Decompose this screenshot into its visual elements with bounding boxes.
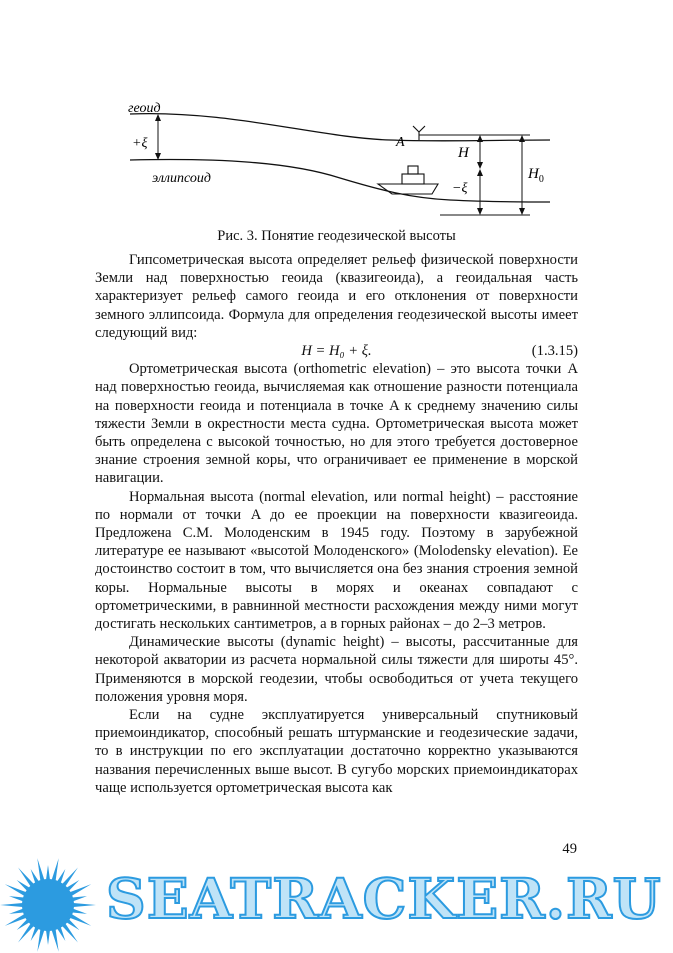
watermark-text: SEATRACKER.RU	[106, 866, 662, 931]
label-plus-xi: +ξ	[132, 136, 148, 151]
paragraph-hypsometric: Гипсометрическая высота определяет рельеф физической поверхности Земли над поверхностью геоида (квазигеоида), а геоидальная часть характеризует рельеф самого геоида и его отклонения от поверхности земного эллипсоида. Формула для определения геодезической высоты имеет следующий вид:	[95, 252, 578, 341]
sun-ray	[9, 908, 25, 914]
sun-ray	[46, 929, 50, 945]
paragraph-dynamic: Динамические высоты (dynamic height) – высоты, рассчитанные для некоторой акватории из расчета нормальной силы тяжести для широты 45°. Применяются в морской геодезии, чтобы освободиться от учета текущего положения уровня моря.	[95, 634, 578, 705]
figure-diagram	[110, 90, 570, 225]
sun-ray	[46, 865, 50, 881]
label-h0: $H_0$	[528, 166, 544, 185]
sun-ray	[61, 922, 78, 942]
label-point-a: A	[396, 135, 405, 150]
sun-ray	[18, 922, 35, 942]
ship-cabin	[402, 174, 424, 184]
label-minus-xi: −ξ	[452, 181, 468, 196]
sun-ray	[51, 858, 58, 882]
paragraph-receiver: Если на судне эксплуатируется универсальный спутниковый приемоиндикатор, способный решать штурманские и геодезические задачи, то в инструкции по его эксплуатации достаточно корректно указываются названия перечисленных выше высот. В сугубо морских приемоиндикаторах чаще используется ортометрическая высота как	[95, 707, 578, 796]
sun-ray	[71, 896, 87, 902]
sun-ray	[0, 903, 24, 907]
figure-caption: Рис. 3. Понятие геодезической высоты	[217, 228, 456, 244]
sun-ray	[37, 858, 44, 882]
page-number: 49	[562, 841, 577, 857]
label-ellipsoid: эллипсоид	[152, 171, 211, 186]
geodetic-height-figure	[110, 90, 570, 225]
sun-ray	[9, 896, 25, 902]
sun-ray	[61, 867, 78, 887]
paragraph-orthometric: Ортометрическая высота (orthometric elevation) – это высота точки A над поверхностью геоида, вычисляемая как отношение разности потенциала на поверхности геоида и потенциала в точке A к среднему значению силы тяжести Земли в окрестности места судна. Ортометрическая высота может быть определена с высокой точностью, но для этого требуется достоверное знание строения земной коры, что ограничивает ее применение в морской навигации.	[95, 361, 578, 487]
sun-ray	[18, 867, 35, 887]
ship-bridge	[408, 166, 418, 174]
sun-ray	[37, 928, 44, 952]
paragraph-normal: Нормальная высота (normal elevation, или normal height) – расстояние по нормали от точки A до ее проекции на поверхности квазигеоида. Предложена С.М. Молоденским в 1945 году. Поэтому в зарубежной литературе ее называют «высотой Молоденского» (Molodensky elevation). Ее достоинство состоит в том, что вычисляется она без знания строения земной коры. Нормальные высоты в морях и океанах совпадают с ортометрическими, в равнинной местности расхождения между ними могут достигать нескольких сантиметров, а в горных районах – до 2–3 метров.	[95, 488, 578, 633]
ship-hull	[378, 184, 438, 194]
sun-ray	[51, 928, 58, 952]
formula-number: (1.3.15)	[531, 343, 578, 360]
label-h: H	[458, 145, 469, 161]
formula: H = H₀ + ξ.	[301, 343, 372, 360]
geoid-curve	[130, 114, 550, 141]
formula-line	[95, 342, 578, 360]
sun-ray	[71, 908, 87, 914]
label-geoid: геоид	[128, 101, 161, 116]
body-text	[95, 251, 578, 797]
sun-ray	[72, 903, 96, 907]
